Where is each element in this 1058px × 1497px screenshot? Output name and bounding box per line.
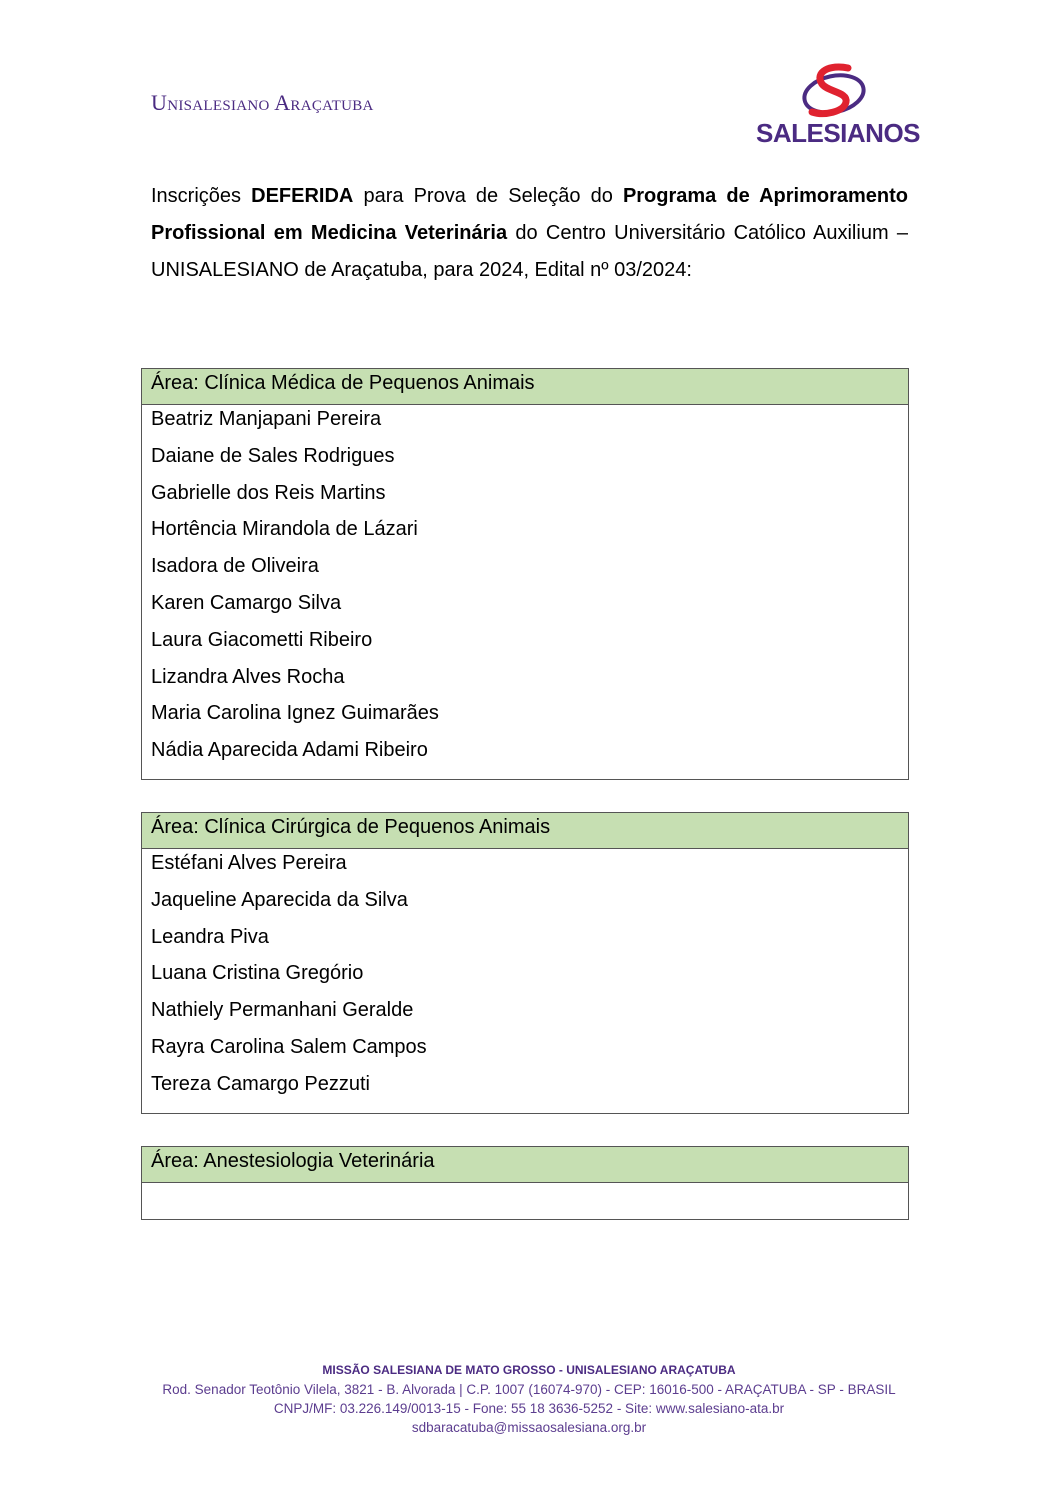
- list-item: Lizandra Alves Rocha: [151, 665, 345, 688]
- list-item: Daiane de Sales Rodrigues: [151, 444, 395, 467]
- footer-address: Rod. Senador Teotônio Vilela, 3821 - B. Alvorada | C.P. 1007 (16074-970) - CEP: 16016-500 - ARAÇATUBA - SP - BRASIL: [162, 1382, 896, 1397]
- intro-bold-2: Programa de Aprimoramento Profissional em Medicina Veterinária: [151, 185, 908, 244]
- list-item: Karen Camargo Silva: [151, 591, 342, 614]
- salesianos-logo: [756, 62, 921, 152]
- empty-list: [142, 1183, 908, 1219]
- intro-bold-1: DEFERIDA: [251, 185, 354, 207]
- footer-org: MISSÃO SALESIANA DE MATO GROSSO - UNISALESIANO ARAÇATUBA: [322, 1363, 736, 1377]
- footer-contact: CNPJ/MF: 03.226.149/0013-15 - Fone: 55 18 3636-5252 - Site: www.salesiano-ata.br: [273, 1401, 785, 1416]
- list-item: Leandra Piva: [151, 925, 269, 948]
- intro-text-2: para Prova de Seleção do: [353, 185, 623, 207]
- list-item: Estéfani Alves Pereira: [151, 852, 347, 874]
- list-item: Isadora de Oliveira: [151, 555, 319, 578]
- list-item: Tereza Camargo Pezzuti: [151, 1072, 370, 1095]
- list-item: Maria Carolina Ignez Guimarães: [151, 702, 439, 725]
- intro-paragraph: [151, 178, 908, 289]
- footer-email: sdbaracatuba@missaosalesiana.org.br: [411, 1420, 647, 1435]
- name-list: [142, 405, 908, 779]
- list-item: Luana Cristina Gregório: [151, 962, 364, 985]
- footer: [0, 1360, 1058, 1437]
- header-brand: Unisalesiano Araçatuba: [151, 90, 374, 115]
- intro-text-1: Inscrições: [151, 185, 252, 207]
- list-item: Laura Giacometti Ribeiro: [151, 628, 373, 651]
- list-item: Nathiely Permanhani Geralde: [151, 999, 414, 1022]
- area-title: Área: Clínica Cirúrgica de Pequenos Animais: [142, 813, 908, 849]
- area-table-clinica-medica: [141, 368, 909, 780]
- list-item: Rayra Carolina Salem Campos: [151, 1035, 427, 1058]
- area-title: Área: Anestesiologia Veterinária: [142, 1147, 908, 1183]
- list-item: Nádia Aparecida Adami Ribeiro: [151, 739, 428, 762]
- salesianos-s-icon: [756, 62, 911, 122]
- list-item: Beatriz Manjapani Pereira: [151, 408, 382, 430]
- name-list: [142, 849, 908, 1113]
- area-table-clinica-cirurgica: [141, 812, 909, 1114]
- list-item: Jaqueline Aparecida da Silva: [151, 888, 408, 911]
- area-table-anestesiologia: [141, 1146, 909, 1220]
- list-item: Gabrielle dos Reis Martins: [151, 481, 386, 504]
- intro-text-3: do Centro Universitário Católico Auxilium – UNISALESIANO de Araçatuba, para 2024, Edital nº 03/2024:: [151, 222, 908, 281]
- logo-text: SALESIANOS: [756, 118, 921, 148]
- list-item: Hortência Mirandola de Lázari: [151, 518, 418, 541]
- area-title: Área: Clínica Médica de Pequenos Animais: [142, 369, 908, 405]
